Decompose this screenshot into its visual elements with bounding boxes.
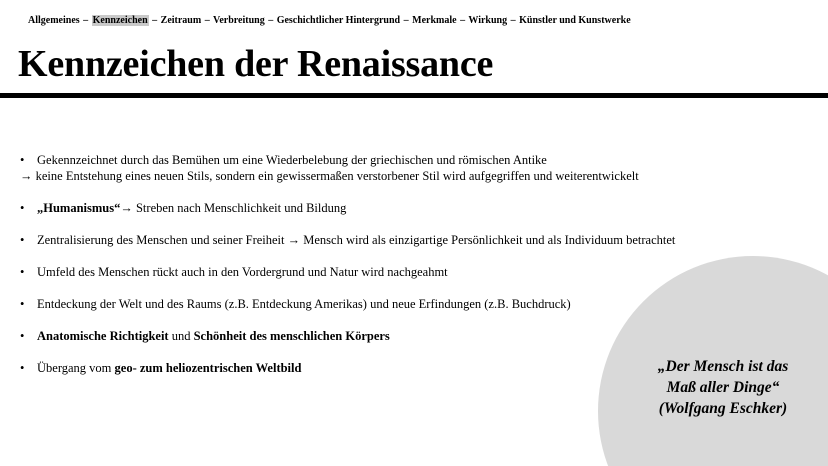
page-title: Kennzeichen der Renaissance [18, 43, 494, 85]
bullet-bold-text: geo- zum heliozentrischen Weltbild [114, 361, 302, 375]
title-divider [0, 93, 828, 98]
bullet-text: Umfeld des Menschen rückt auch in den Vordergrund und Natur wird nachgeahmt [37, 265, 448, 279]
nav-item-kuenstler-und-kunstwerke[interactable]: Künstler und Kunstwerke [519, 15, 631, 26]
bullet-item-entdeckung [20, 296, 740, 312]
bullet-text: Zentralisierung des Menschen und seiner Freiheit [37, 233, 288, 247]
bullet-text: keine Entstehung eines neuen Stils, sondern ein gewissermaßen verstorbener Stil wird aufgegriffen und weiterentwickelt [32, 169, 639, 183]
bullet-bold-text: Anatomische Richtigkeit [37, 329, 169, 343]
nav-separator: – [460, 15, 466, 26]
arrow-right-icon: → [20, 169, 33, 183]
nav-separator: – [204, 15, 210, 26]
bullet-text: Mensch wird als einzigartige Persönlichkeit und als Individuum betrachtet [300, 233, 676, 247]
nav-item-verbreitung[interactable]: Verbreitung [213, 15, 265, 26]
nav-item-merkmale[interactable]: Merkmale [412, 15, 457, 26]
bullet-bold-text: Schönheit des menschlichen Körpers [193, 329, 390, 343]
nav-separator: – [152, 15, 158, 26]
bullet-text: Streben nach Menschlichkeit und Bildung [132, 201, 347, 215]
bullet-text: Entdeckung der Welt und des Raums (z.B. Entdeckung Amerikas) und neue Erfindungen (z.B. Buchdruck) [37, 297, 571, 311]
bullet-item-antike [20, 152, 740, 184]
bullet-item-zentralisierung [20, 232, 740, 248]
nav-separator: – [403, 15, 409, 26]
top-navigation [28, 15, 631, 26]
nav-separator: – [83, 15, 89, 26]
nav-item-allgemeines[interactable]: Allgemeines [28, 15, 80, 26]
nav-separator: – [268, 15, 274, 26]
quote-block [612, 356, 828, 419]
nav-item-zeitraum[interactable]: Zeitraum [160, 15, 202, 26]
quote-line: Maß aller Dinge“ [666, 379, 780, 396]
bullet-text: Übergang vom [37, 361, 115, 375]
bullet-continuation [20, 168, 740, 184]
bullet-item-humanismus [20, 200, 740, 216]
bullet-text: Gekennzeichnet durch das Bemühen um eine Wiederbelebung der griechischen und römischen Antike [37, 153, 547, 167]
nav-item-kennzeichen[interactable]: Kennzeichen [92, 15, 148, 26]
nav-item-wirkung[interactable]: Wirkung [468, 15, 508, 26]
quote-line: „Der Mensch ist das [657, 358, 789, 375]
quote-author: (Wolfgang Eschker) [658, 400, 788, 417]
bullet-item-umfeld [20, 264, 740, 280]
arrow-right-icon: → [120, 201, 133, 215]
arrow-right-icon: → [287, 233, 301, 247]
bullet-text: und [168, 329, 194, 343]
bullet-bold-text: „Humanismus“ [37, 201, 121, 215]
nav-item-geschichtlicher-hintergrund[interactable]: Geschichtlicher Hintergrund [276, 15, 401, 26]
nav-separator: – [510, 15, 516, 26]
